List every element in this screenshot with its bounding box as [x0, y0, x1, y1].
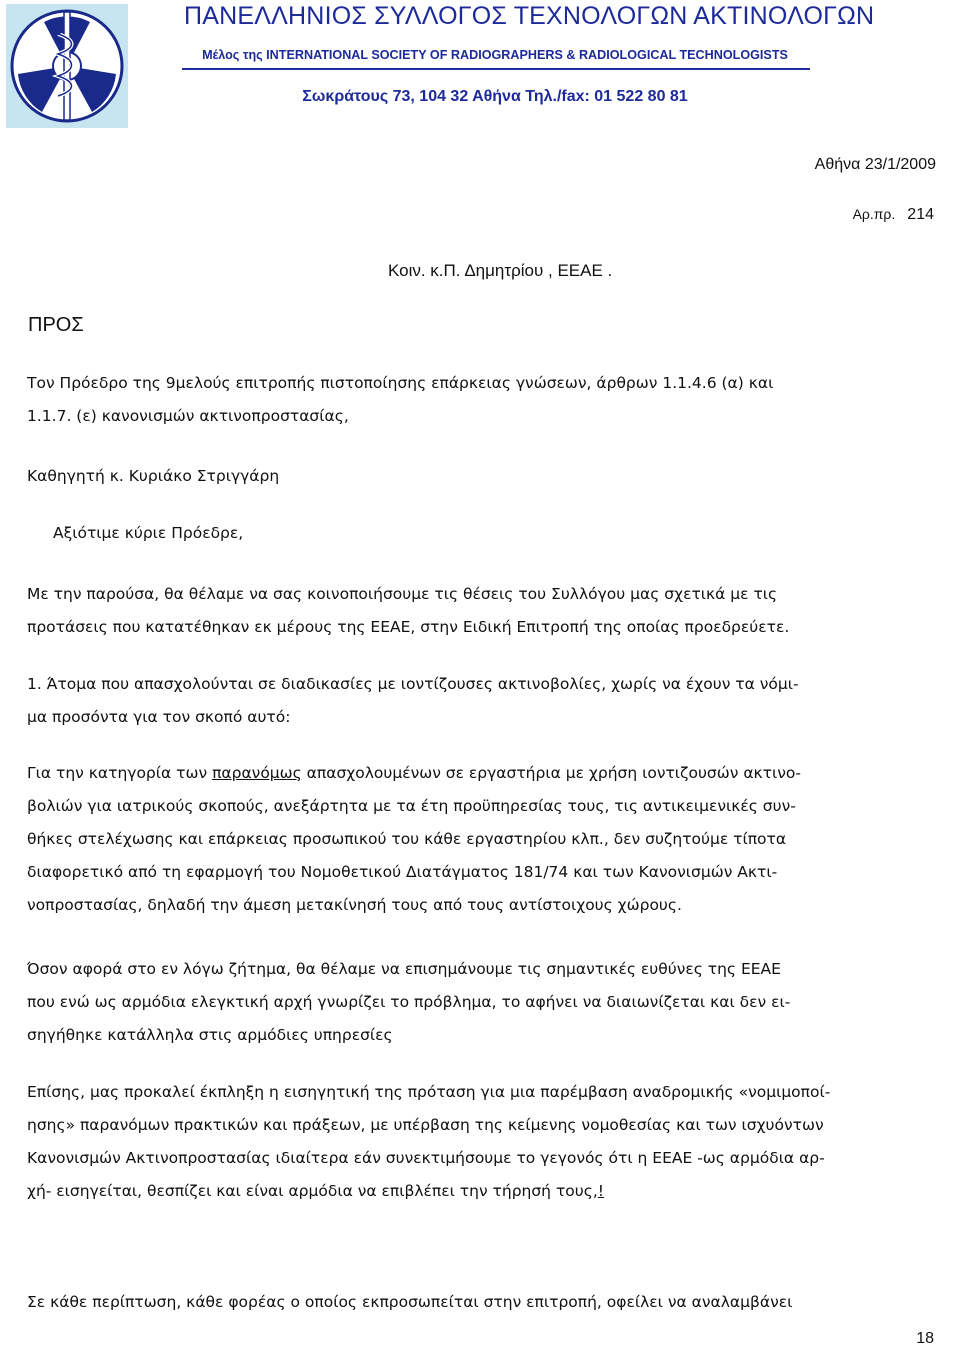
addressee-name: Καθηγητή κ. Κυριάκο Στριγγάρη — [27, 467, 280, 485]
text-line: νοπροστασίας, δηλαδή την άμεση μετακίνησή τους από τους αντίστοιχους χώρους. — [27, 896, 682, 914]
association-logo — [6, 4, 128, 128]
paragraph-legalization-proposal — [27, 1076, 941, 1208]
text-line: Όσον αφορά στο εν λόγω ζήτημα, θα θέλαμε να επισημάνουμε τις σημαντικές ευθύνες της ΕΕΑΕ — [27, 960, 781, 978]
text-line: προτάσεις που κατατέθηκαν εκ μέρους της ΕΕΑΕ, στην Ειδική Επιτροπή της οποίας προεδρεύετε. — [27, 618, 790, 636]
protocol-label: Αρ.πρ. — [852, 206, 896, 222]
text-line: διαφορετικό από τη εφαρμογή του Νομοθετικού Διατάγματος 181/74 και των Κανονισμών Ακτι- — [27, 863, 778, 881]
text-line: σηγήθηκε κατάλληλα στις αρμόδιες υπηρεσίες — [27, 1026, 393, 1044]
text-line: Κανονισμών Ακτινοπροστασίας ιδιαίτερα εάν συνεκτιμήσουμε το γεγονός ότι η ΕΕΑΕ -ως αρμόδια αρ- — [27, 1149, 825, 1167]
text-segment: Για την κατηγορία των — [27, 764, 213, 782]
recipient-label: ΠΡΟΣ — [28, 314, 84, 336]
recipient-line-1: Τον Πρόεδρο της 9μελούς επιτροπής πιστοποίησης επάρκειας γνώσεων, άρθρων 1.1.4.6 (α) και — [27, 374, 774, 392]
page-number: 18 — [916, 1330, 934, 1347]
text-line: που ενώ ως αρμόδια ελεγκτική αρχή γνωρίζει το πρόβλημα, το αφήνει να διαιωνίζεται και δεν ει- — [27, 993, 791, 1011]
paragraph-unlicensed-staff — [27, 757, 941, 922]
organization-address: Σωκράτους 73, 104 32 Αθήνα Τηλ./fax: 01 522 80 81 — [302, 88, 688, 105]
text-line — [27, 757, 941, 790]
text-line: 1. Άτομα που απασχολούνται σε διαδικασίες με ιοντίζουσες ακτινοβολίες, χωρίς να έχουν τα νόμι- — [27, 675, 799, 693]
text-line: μα προσόντα για τον σκοπό αυτό: — [27, 708, 291, 726]
text-line: Σε κάθε περίπτωση, κάθε φορέας ο οποίος εκπροσωπείται στην επιτροπή, οφείλει να αναλαμβάνει — [27, 1293, 793, 1311]
salutation: Αξιότιμε κύριε Πρόεδρε, — [53, 524, 244, 542]
paragraph-committee-duty — [27, 1286, 941, 1319]
underlined-word: παρανόμως — [212, 764, 302, 782]
paragraph-point-1 — [27, 668, 941, 734]
letter-date: Αθήνα 23/1/2009 — [814, 156, 936, 173]
text-line: βολιών για ιατρικούς σκοπούς, ανεξάρτητα με τα έτη προϋπηρεσίας τους, τις αντικειμενικές συν- — [27, 797, 796, 815]
text-line: Επίσης, μας προκαλεί έκπληξη η εισηγητική της πρόταση για μια παρέμβαση αναδρομικής «νομιμοποί- — [27, 1083, 831, 1101]
text-line: Με την παρούσα, θα θέλαμε να σας κοινοποιήσουμε τις θέσεις του Συλλόγου μας σχετικά με τις — [27, 585, 778, 603]
organization-name: ΠΑΝΕΛΛΗΝΙΟΣ ΣΥΛΛΟΓΟΣ ΤΕΧΝΟΛΟΓΩΝ ΑΚΤΙΝΟΛΟΓΩΝ — [184, 2, 875, 30]
header-divider — [182, 68, 810, 70]
text-segment: χή- εισηγείται, θεσπίζει και είναι αρμόδια να επιβλέπει την τήρησή τους, — [27, 1182, 598, 1200]
protocol-value: 214 — [907, 206, 934, 223]
recipient-line-2: 1.1.7. (ε) κανονισμών ακτινοπροστασίας, — [27, 407, 349, 425]
membership-line: Μέλος της INTERNATIONAL SOCIETY OF RADIOGRAPHERS & RADIOLOGICAL TECHNOLOGISTS — [202, 48, 788, 62]
text-line: ησης» παρανόμων πρακτικών και πράξεων, με υπέρβαση της κείμενης νομοθεσίας και των ισχυόντων — [27, 1116, 824, 1134]
text-line — [27, 1175, 941, 1208]
text-segment: απασχολουμένων σε εργαστήρια με χρήση ιοντιζουσών ακτινο- — [301, 764, 801, 782]
cc-line: Κοιν. κ.Π. Δημητρίου , ΕΕΑΕ . — [388, 261, 613, 280]
underlined-mark: ! — [597, 1182, 604, 1200]
text-line: θήκες στελέχωσης και επάρκειας προσωπικού του κάθε εργαστηρίου κλπ., δεν συζητούμε τίποτα — [27, 830, 787, 848]
paragraph-eeae-responsibility — [27, 953, 941, 1052]
protocol-number — [853, 206, 934, 224]
paragraph-intro — [27, 578, 941, 644]
